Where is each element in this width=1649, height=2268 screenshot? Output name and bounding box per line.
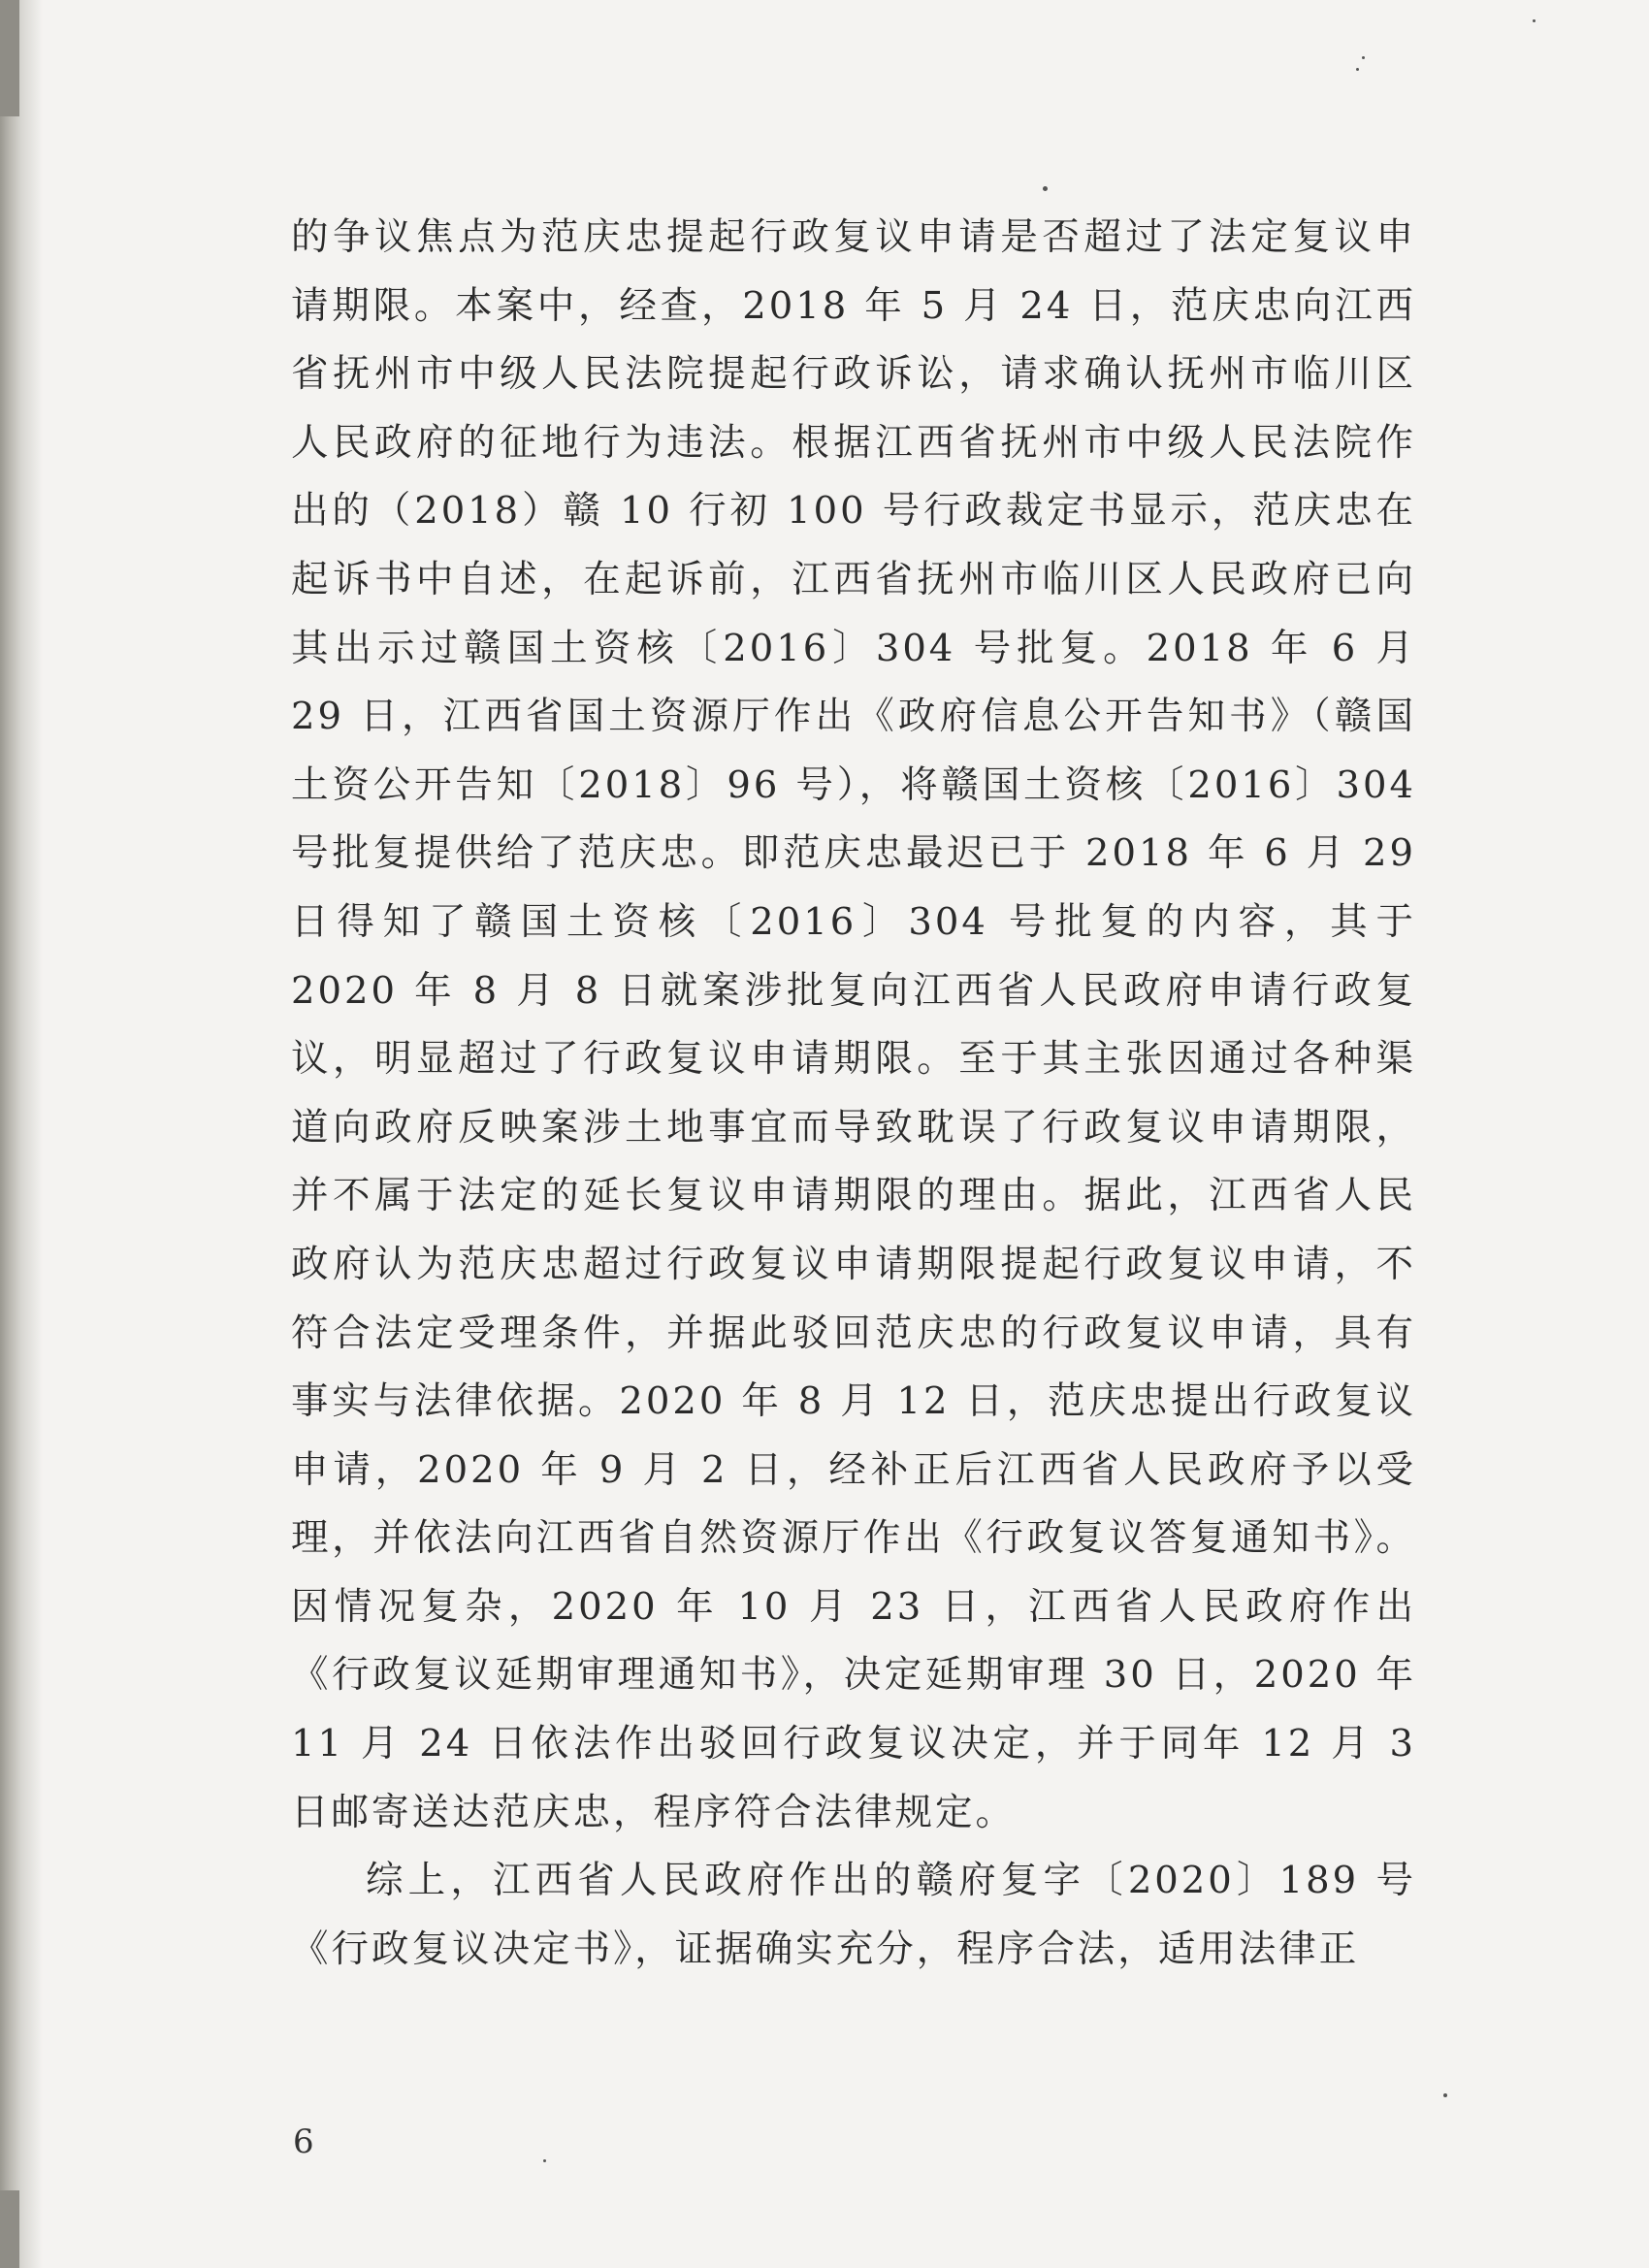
scan-edge-shadow [0,0,43,2268]
scan-speck [1356,68,1359,71]
page-number: 6 [293,2122,314,2161]
scan-speck [543,2159,546,2162]
scan-speck [1533,19,1536,22]
scan-speck [1443,2093,1447,2097]
scan-edge-bottom [0,2190,19,2268]
scan-speck [1362,56,1365,59]
scan-speck [1043,186,1048,191]
body-paragraph: 的争议焦点为范庆忠提起行政复议申请是否超过了法定复议申请期限。本案中，经查，2018 年 5 月 24 日，范庆忠向江西省抚州市中级人民法院提起行政诉讼，请求确认抚州市临川区人民政府的征地行为违法。根据江西省抚州市中级人民法院作出的（2018）赣 10 行初 100 号行政裁定书显示，范庆忠在起诉书中自述，在起诉前，江西省抚州市临川区人民政府已向其出示过赣国土资核〔2016〕304 号批复。2018 年 6 月 29 日，江西省国土资源厅作出《政府信息公开告知书》（赣国土资公开告知〔2018〕96 号），将赣国土资核〔2016〕304 号批复提供给了范庆忠。即范庆忠最迟已于 2018 年 6 月 29 日得知了赣国土资核〔2016〕304 号批复的内容，其于 2020 年 8 月 8 日就案涉批复向江西省人民政府申请行政复议，明显超过了行政复议申请期限。至于其主张因通过各种渠道向政府反映案涉土地事宜而导致耽误了行政复议申请期限，并不属于法定的延长复议申请期限的理由。据此，江西省人民政府认为范庆忠超过行政复议申请期限提起行政复议申请，不符合法定受理条件，并据此驳回范庆忠的行政复议申请，具有事实与法律依据。2020 年 8 月 12 日，范庆忠提出行政复议申请，2020 年 9 月 2 日，经补正后江西省人民政府予以受理，并依法向江西省自然资源厅作出《行政复议答复通知书》。因情况复杂，2020 年 10 月 23 日，江西省人民政府作出《行政复议延期审理通知书》，决定延期审理 30 日，2020 年 11 月 24 日依法作出驳回行政复议决定，并于同年 12 月 3 日邮寄送达范庆忠，程序符合法律规定。 [291,215,1416,1834]
scan-edge-top [0,0,19,116]
document-body [291,204,1416,1984]
conclusion-paragraph: 综上，江西省人民政府作出的赣府复字〔2020〕189 号《行政复议决定书》，证据确实充分，程序合法，适用法律正 [291,1859,1416,1971]
